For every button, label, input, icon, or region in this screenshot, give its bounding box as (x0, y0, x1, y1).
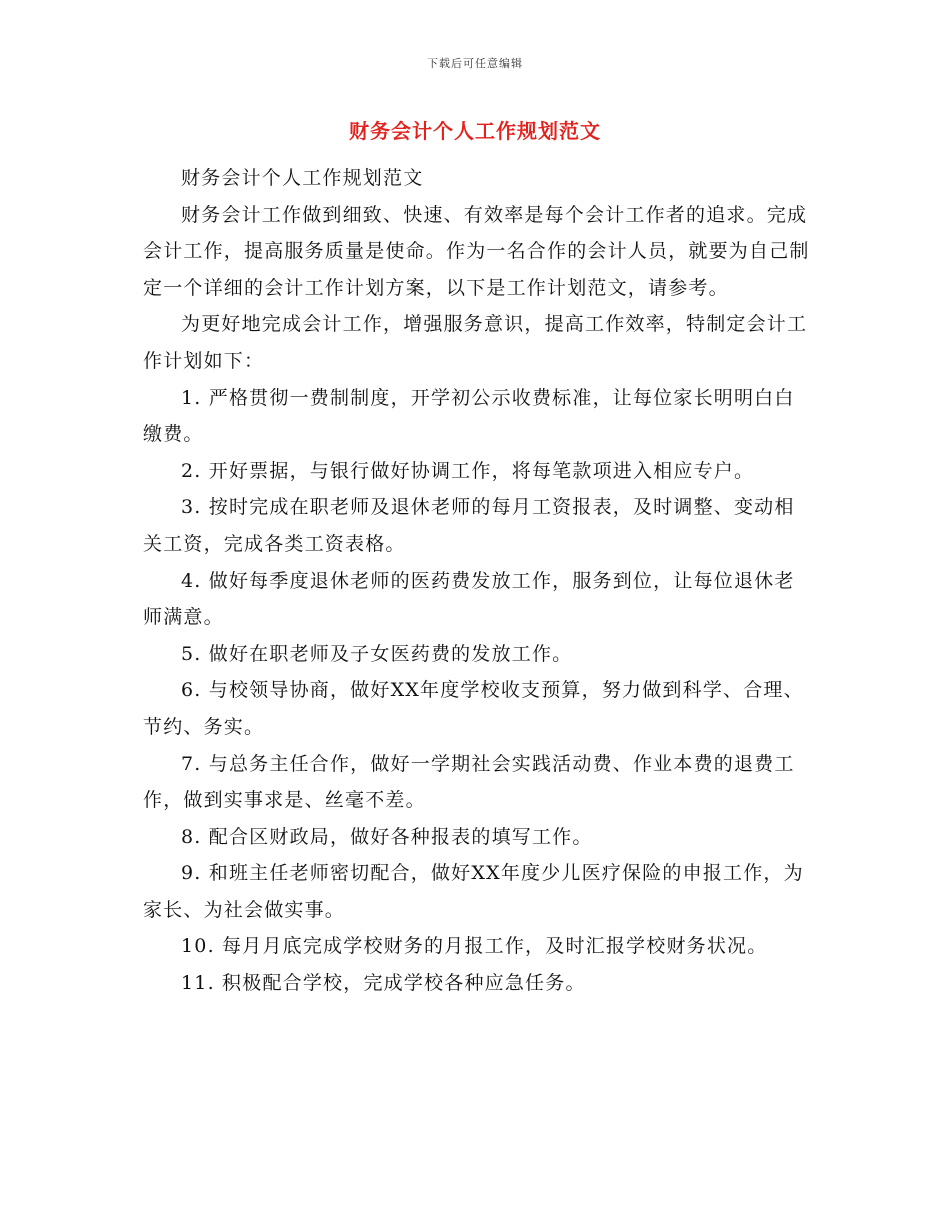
list-item-1: 1. 严格贯彻一费制制度，开学初公示收费标准，让每位家长明明白白缴费。 (143, 386, 795, 446)
list-item-5: 5. 做好在职老师及子女医药费的发放工作。 (181, 642, 573, 665)
list-item-6: 6. 与校领导协商，做好XX年度学校收支预算，努力做到科学、合理、节约、务实。 (143, 679, 804, 738)
list-item-7: 7. 与总务主任合作，做好一学期社会实践活动费、作业本费的退费工作，做到实事求是、丝毫不差。 (143, 752, 795, 812)
list-item-3: 3. 按时完成在职老师及退休老师的每月工资报表，及时调整、变动相关工资，完成各类工资表格。 (143, 496, 795, 555)
paragraph-lead: 为更好地完成会计工作，增强服务意识，提高工作效率，特制定会计工作计划如下： (143, 313, 808, 372)
list-item-8: 8. 配合区财政局，做好各种报表的填写工作。 (181, 825, 593, 848)
list-item-11: 11. 积极配合学校，完成学校各种应急任务。 (181, 972, 586, 995)
list-item-10: 10. 每月月底完成学校财务的月报工作，及时汇报学校财务状况。 (181, 935, 768, 958)
header-note: 下载后可任意编辑 (427, 57, 523, 70)
list-item-9: 9. 和班主任老师密切配合，做好XX年度少儿医疗保险的申报工作，为家长、为社会做实事。 (143, 862, 804, 921)
list-item-4: 4. 做好每季度退休老师的医药费发放工作，服务到位，让每位退休老师满意。 (143, 569, 795, 629)
list-item-2: 2. 开好票据，与银行做好协调工作，将每笔款项进入相应专户。 (181, 459, 755, 482)
paragraph-intro: 财务会计工作做到细致、快速、有效率是每个会计工作者的追求。完成会计工作，提高服务质量是使命。作为一名合作的会计人员，就要为自己制定一个详细的会计工作计划方案，以下是工作计划范文，请参考。 (143, 203, 810, 299)
document-title: 财务会计个人工作规划范文 (349, 119, 601, 143)
paragraph-subtitle: 财务会计个人工作规划范文 (181, 167, 424, 189)
document-body (143, 160, 813, 1002)
